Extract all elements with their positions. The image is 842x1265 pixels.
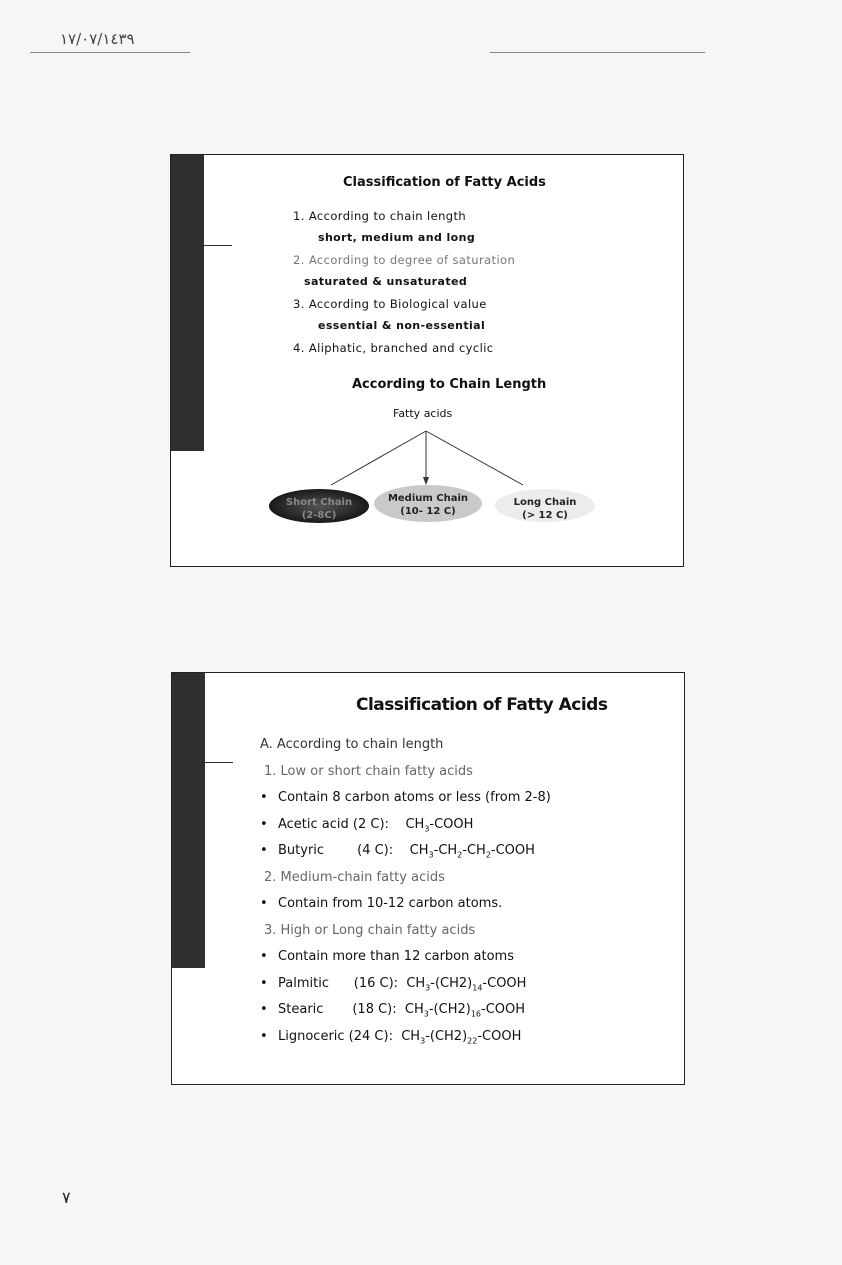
formula: $CH_3-(CH2)_{22}$-COOH xyxy=(401,1028,522,1046)
short-chain-node xyxy=(269,489,369,523)
slide-1 xyxy=(170,154,684,567)
list-item-sub: short, medium and long xyxy=(318,231,476,244)
node-label: Long Chain xyxy=(513,497,577,508)
bullet-item xyxy=(260,812,551,839)
group-heading: 1. Low or short chain fatty acids xyxy=(264,763,473,779)
node-label: Medium Chain xyxy=(387,493,469,504)
bullet-item: • Contain more than 12 carbon atoms xyxy=(260,944,551,971)
page-number: ٧ xyxy=(62,1188,71,1207)
tree-root-label: Fatty acids xyxy=(393,407,453,420)
slide-side-bar xyxy=(172,673,205,968)
slide-1-title: Classification of Fatty Acids xyxy=(343,175,546,190)
list-item: 2. According to degree of saturation xyxy=(293,253,516,267)
node-range: (> 12 C) xyxy=(522,510,568,521)
node-range: (10- 12 C) xyxy=(400,506,456,517)
acid-name: Lignoceric (24 C): xyxy=(278,1028,393,1044)
section-heading: A. According to chain length xyxy=(260,737,444,752)
node-range: (2-8C) xyxy=(301,510,337,521)
formula: $CH_3-(CH2)_{14}$-COOH xyxy=(406,975,527,993)
list-item: 1. According to chain length xyxy=(293,209,467,223)
node-label: Short Chain xyxy=(285,497,353,508)
carbon-count: (16 C): xyxy=(353,975,399,991)
slide-2-title: Classification of Fatty Acids xyxy=(356,695,608,715)
header-divider-right xyxy=(490,52,705,53)
carbon-count: (4 C): xyxy=(357,843,394,858)
group-heading: 3. High or Long chain fatty acids xyxy=(264,922,476,938)
bullet-item: • Contain from 10-12 carbon atoms. xyxy=(260,891,551,918)
list-item-sub: saturated & unsaturated xyxy=(304,275,468,288)
formula: $CH_3-(CH2)_{16}$-COOH xyxy=(404,1002,526,1019)
bullet-item: • Contain 8 carbon atoms or less (from 2-8) xyxy=(260,785,551,812)
formula: $CH_3$-COOH xyxy=(405,816,474,834)
acid-name: Butyric xyxy=(278,843,325,858)
acid-name: Palmitic xyxy=(278,975,329,991)
bullet-item xyxy=(260,1024,551,1051)
medium-chain-node xyxy=(374,485,482,522)
header-divider-left xyxy=(30,52,190,53)
list-item: 4. Aliphatic, branched and cyclic xyxy=(293,341,494,355)
slide-2 xyxy=(171,672,685,1085)
page-header-date: ١٧/٠٧/١٤٣٩ xyxy=(60,30,135,48)
long-chain-node xyxy=(495,489,595,522)
bullet-item xyxy=(260,997,551,1024)
slide-1-subtitle: According to Chain Length xyxy=(352,377,547,392)
formula: $CH_3-CH_2-CH_2$-COOH xyxy=(409,843,535,860)
slide-side-tick xyxy=(205,762,233,763)
list-item-sub: essential & non-essential xyxy=(318,319,486,332)
group-heading: 2. Medium-chain fatty acids xyxy=(264,869,445,885)
acid-name: Acetic acid (2 C): xyxy=(278,816,389,832)
bullet-item xyxy=(260,971,551,998)
list-item: 3. According to Biological value xyxy=(293,297,487,311)
chain-length-list xyxy=(260,732,551,1050)
carbon-count: (18 C): xyxy=(352,1002,397,1017)
acid-name: Stearic xyxy=(278,1002,324,1017)
bullet-item xyxy=(260,838,551,865)
